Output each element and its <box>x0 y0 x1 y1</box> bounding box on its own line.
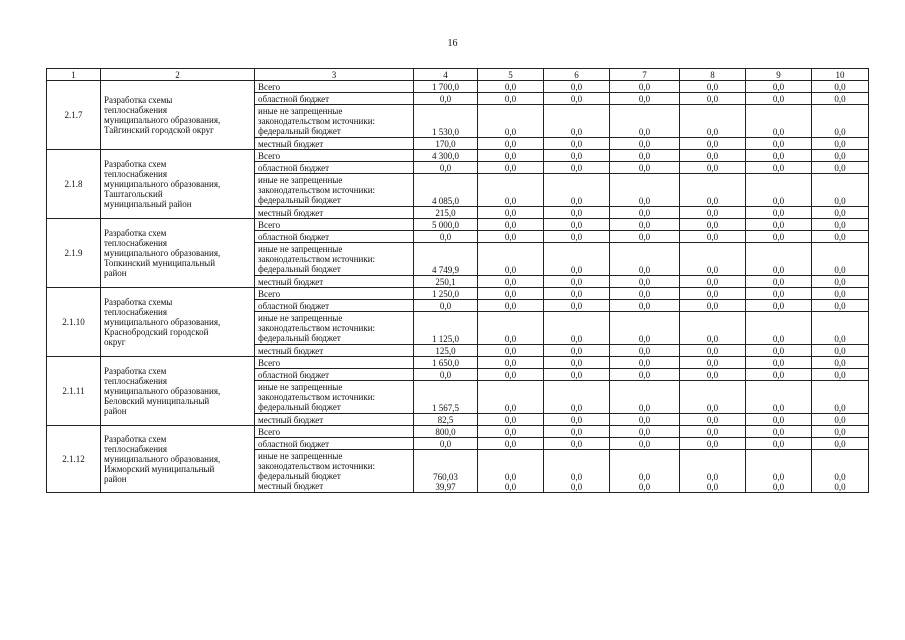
amount-cell: 0,0 <box>812 138 869 150</box>
item-name-line: муниципального образования, <box>104 317 221 327</box>
item-name-line: Разработка схем <box>104 228 167 238</box>
funding-source-line: иные не запрещенные <box>258 451 343 461</box>
amount-cell: 0,0 <box>544 345 610 357</box>
item-name <box>101 219 255 288</box>
amount-cell: 0,0 <box>680 345 746 357</box>
amount-cell: 0,0 <box>746 357 812 369</box>
funding-source-line: местный бюджет <box>258 276 324 287</box>
column-number: 7 <box>610 69 680 81</box>
amount-cell: 0,0 <box>544 276 610 288</box>
amount-cell: 1 650,0 <box>414 357 478 369</box>
amount-cell: 0,0 <box>746 207 812 219</box>
funding-source-line: иные не запрещенные <box>258 313 343 323</box>
amount-cell: 0,0 <box>746 276 812 288</box>
amount-cell: 0,0 <box>680 312 746 345</box>
amount-cell: 5 000,0 <box>414 219 478 231</box>
item-name-line: муниципального образования, <box>104 386 221 396</box>
funding-source-line: Всего <box>258 219 281 230</box>
amount-cell: 0,0 <box>812 381 869 414</box>
funding-source <box>255 357 414 369</box>
item-name <box>101 288 255 357</box>
column-number: 6 <box>544 69 610 81</box>
amount-cell: 0,0 <box>746 300 812 312</box>
item-name-line: район <box>104 474 127 484</box>
funding-source-line: областной бюджет <box>258 438 330 449</box>
amount-cell: 0,0 <box>478 219 544 231</box>
funding-source <box>255 414 414 426</box>
funding-source <box>255 381 414 414</box>
amount-cell: 0,0 <box>610 345 680 357</box>
funding-source <box>255 150 414 162</box>
amount-cell: 760,03 39,97 <box>414 450 478 493</box>
item-code: 2.1.8 <box>47 150 101 219</box>
amount-cell: 1 567,5 <box>414 381 478 414</box>
item-name-line: муниципального образования, <box>104 115 221 125</box>
funding-source-line: местный бюджет <box>258 414 324 425</box>
column-number: 8 <box>680 69 746 81</box>
funding-source-line: областной бюджет <box>258 231 330 242</box>
amount-cell: 0,0 <box>812 150 869 162</box>
amount-cell: 0,0 <box>812 312 869 345</box>
amount-cell: 0,0 <box>746 438 812 450</box>
funding-source <box>255 369 414 381</box>
amount-cell: 0,0 <box>610 219 680 231</box>
amount-cell: 0,0 <box>812 276 869 288</box>
amount-cell: 0,0 <box>478 150 544 162</box>
table-row <box>47 357 869 369</box>
item-name-line: муниципального образования, <box>104 454 221 464</box>
amount-cell: 0,0 <box>478 231 544 243</box>
amount-cell: 0,0 <box>746 243 812 276</box>
funding-source-line: законодательством источники: <box>258 461 376 471</box>
amount-cell: 0,0 <box>812 345 869 357</box>
item-code: 2.1.7 <box>47 81 101 150</box>
amount-cell: 0,0 <box>812 105 869 138</box>
amount-cell: 0,0 <box>478 381 544 414</box>
table-row <box>47 219 869 231</box>
funding-source <box>255 450 414 493</box>
amount-cell: 0,0 <box>414 162 478 174</box>
amount-cell: 0,0 <box>812 243 869 276</box>
amount-cell: 0,0 <box>610 207 680 219</box>
amount-cell: 0,0 <box>812 162 869 174</box>
item-code: 2.1.10 <box>47 288 101 357</box>
funding-source-line: законодательством источники: <box>258 254 376 264</box>
item-name-line: Разработка схемы <box>104 95 173 105</box>
column-number-row <box>47 69 869 81</box>
amount-cell: 0,0 <box>812 93 869 105</box>
item-name-line: Топкинский муниципальный <box>104 258 216 268</box>
amount-cell: 0,0 <box>478 438 544 450</box>
amount-cell: 0,0 <box>610 105 680 138</box>
amount-cell: 0,0 <box>610 426 680 438</box>
amount-cell: 0,0 <box>746 150 812 162</box>
item-name-line: муниципального образования, <box>104 179 221 189</box>
amount-cell: 0,0 <box>544 93 610 105</box>
funding-source <box>255 276 414 288</box>
amount-cell: 0,0 0,0 <box>610 450 680 493</box>
item-name-line: Краснобродский городской <box>104 327 209 337</box>
item-name <box>101 357 255 426</box>
funding-source-line: Всего <box>258 81 281 92</box>
funding-source-line: федеральный бюджет <box>258 264 341 274</box>
amount-cell: 0,0 <box>746 174 812 207</box>
amount-cell: 0,0 <box>544 162 610 174</box>
amount-cell: 0,0 <box>680 300 746 312</box>
funding-source-line: местный бюджет <box>258 207 324 218</box>
item-name-line: Беловский муниципальный <box>104 396 210 406</box>
amount-cell: 0,0 <box>544 414 610 426</box>
amount-cell: 0,0 <box>610 369 680 381</box>
amount-cell: 1 530,0 <box>414 105 478 138</box>
amount-cell: 0,0 <box>610 414 680 426</box>
amount-cell: 0,0 <box>680 162 746 174</box>
amount-cell: 0,0 <box>680 426 746 438</box>
funding-source <box>255 231 414 243</box>
amount-cell: 0,0 <box>680 357 746 369</box>
amount-cell: 0,0 <box>478 345 544 357</box>
amount-cell: 0,0 <box>478 300 544 312</box>
item-name-line: район <box>104 268 127 278</box>
amount-cell: 0,0 <box>746 219 812 231</box>
amount-cell: 170,0 <box>414 138 478 150</box>
funding-source-line: законодательством источники: <box>258 185 376 195</box>
amount-cell: 0,0 <box>478 312 544 345</box>
amount-cell: 0,0 <box>610 381 680 414</box>
amount-cell: 0,0 <box>414 300 478 312</box>
amount-cell: 0,0 <box>746 288 812 300</box>
amount-cell: 1 700,0 <box>414 81 478 93</box>
amount-cell: 0,0 <box>544 219 610 231</box>
amount-cell: 0,0 <box>746 426 812 438</box>
amount-cell: 0,0 <box>680 369 746 381</box>
item-name-line: теплоснабжения <box>104 307 167 317</box>
amount-cell: 0,0 <box>746 162 812 174</box>
item-name-line: теплоснабжения <box>104 238 167 248</box>
funding-source <box>255 207 414 219</box>
amount-cell: 0,0 <box>680 381 746 414</box>
amount-cell: 0,0 <box>414 93 478 105</box>
amount-cell: 0,0 <box>812 174 869 207</box>
amount-cell: 0,0 <box>610 93 680 105</box>
item-name-line: муниципального образования, <box>104 248 221 258</box>
amount-cell: 0,0 <box>680 288 746 300</box>
funding-source-line: федеральный бюджет <box>258 195 341 205</box>
amount-cell: 0,0 <box>746 231 812 243</box>
table-row <box>47 150 869 162</box>
amount-cell: 0,0 <box>544 357 610 369</box>
amount-cell: 0,0 <box>544 105 610 138</box>
amount-cell: 1 125,0 <box>414 312 478 345</box>
funding-source <box>255 81 414 93</box>
amount-cell: 0,0 <box>610 288 680 300</box>
amount-cell: 0,0 <box>610 138 680 150</box>
amount-cell: 0,0 0,0 <box>544 450 610 493</box>
funding-source-line: Всего <box>258 426 281 437</box>
amount-cell: 0,0 <box>680 150 746 162</box>
item-name <box>101 150 255 219</box>
amount-cell: 0,0 <box>812 288 869 300</box>
amount-cell: 0,0 <box>478 426 544 438</box>
amount-cell: 0,0 <box>610 312 680 345</box>
amount-cell: 0,0 <box>478 207 544 219</box>
amount-cell: 82,5 <box>414 414 478 426</box>
amount-cell: 0,0 <box>746 312 812 345</box>
amount-cell: 0,0 <box>478 357 544 369</box>
amount-cell: 0,0 <box>544 243 610 276</box>
amount-cell: 0,0 <box>746 369 812 381</box>
funding-source-line: Всего <box>258 288 281 299</box>
amount-cell: 0,0 <box>478 105 544 138</box>
item-name-line: теплоснабжения <box>104 169 167 179</box>
item-code: 2.1.12 <box>47 426 101 493</box>
amount-cell: 0,0 <box>680 438 746 450</box>
funding-source-line: Всего <box>258 150 281 161</box>
amount-cell: 0,0 <box>610 174 680 207</box>
amount-cell: 0,0 <box>544 231 610 243</box>
amount-cell: 0,0 <box>478 276 544 288</box>
amount-cell: 0,0 <box>610 150 680 162</box>
funding-source-line: федеральный бюджет <box>258 471 341 481</box>
amount-cell: 0,0 <box>414 231 478 243</box>
item-name-line: теплоснабжения <box>104 444 167 454</box>
funding-source-line: местный бюджет <box>258 481 324 491</box>
amount-cell: 0,0 <box>812 414 869 426</box>
funding-source-line: областной бюджет <box>258 162 330 173</box>
amount-cell: 0,0 <box>544 426 610 438</box>
amount-cell: 0,0 <box>544 369 610 381</box>
amount-cell: 0,0 <box>812 219 869 231</box>
funding-source-line: законодательством источники: <box>258 116 376 126</box>
item-name-line: Ижморский муниципальный <box>104 464 215 474</box>
amount-cell: 0,0 <box>746 414 812 426</box>
amount-cell: 0,0 <box>610 357 680 369</box>
funding-source <box>255 93 414 105</box>
amount-cell: 0,0 <box>746 381 812 414</box>
amount-cell: 0,0 <box>610 162 680 174</box>
amount-cell: 0,0 <box>544 150 610 162</box>
funding-source <box>255 243 414 276</box>
amount-cell: 0,0 <box>812 426 869 438</box>
amount-cell: 0,0 <box>478 81 544 93</box>
amount-cell: 0,0 <box>680 231 746 243</box>
amount-cell: 125,0 <box>414 345 478 357</box>
amount-cell: 0,0 <box>478 138 544 150</box>
funding-source <box>255 105 414 138</box>
amount-cell: 0,0 <box>544 300 610 312</box>
amount-cell: 0,0 <box>680 138 746 150</box>
table-row <box>47 426 869 438</box>
column-number: 10 <box>812 69 869 81</box>
amount-cell: 0,0 0,0 <box>746 450 812 493</box>
column-number: 9 <box>746 69 812 81</box>
amount-cell: 0,0 <box>746 105 812 138</box>
amount-cell: 0,0 <box>812 300 869 312</box>
funding-source-line: иные не запрещенные <box>258 106 343 116</box>
amount-cell: 0,0 <box>680 243 746 276</box>
amount-cell: 0,0 <box>610 438 680 450</box>
amount-cell: 0,0 <box>544 288 610 300</box>
amount-cell: 0,0 <box>414 438 478 450</box>
amount-cell: 0,0 <box>544 81 610 93</box>
amount-cell: 0,0 <box>478 288 544 300</box>
amount-cell: 250,1 <box>414 276 478 288</box>
amount-cell: 4 749,9 <box>414 243 478 276</box>
funding-source <box>255 162 414 174</box>
amount-cell: 0,0 <box>746 93 812 105</box>
amount-cell: 4 300,0 <box>414 150 478 162</box>
amount-cell: 0,0 <box>680 93 746 105</box>
amount-cell: 0,0 <box>680 414 746 426</box>
funding-source <box>255 426 414 438</box>
amount-cell: 800,0 <box>414 426 478 438</box>
item-name-line: Таштагольский <box>104 189 163 199</box>
amount-cell: 0,0 <box>812 81 869 93</box>
item-name-line: Разработка схем <box>104 366 167 376</box>
column-number: 5 <box>478 69 544 81</box>
amount-cell: 0,0 <box>544 207 610 219</box>
funding-source <box>255 174 414 207</box>
amount-cell: 0,0 <box>478 174 544 207</box>
amount-cell: 0,0 <box>478 162 544 174</box>
table-row <box>47 288 869 300</box>
column-number: 3 <box>255 69 414 81</box>
item-code: 2.1.11 <box>47 357 101 426</box>
amount-cell: 0,0 <box>478 243 544 276</box>
item-name-line: Тайгинский городской округ <box>104 125 214 135</box>
amount-cell: 0,0 <box>610 276 680 288</box>
amount-cell: 0,0 0,0 <box>680 450 746 493</box>
amount-cell: 0,0 <box>680 207 746 219</box>
budget-table <box>46 68 869 493</box>
funding-source-line: местный бюджет <box>258 138 324 149</box>
funding-source-line: областной бюджет <box>258 300 330 311</box>
funding-source <box>255 219 414 231</box>
funding-source-line: законодательством источники: <box>258 323 376 333</box>
item-name-line: Разработка схем <box>104 434 167 444</box>
amount-cell: 1 250,0 <box>414 288 478 300</box>
funding-source <box>255 300 414 312</box>
amount-cell: 0,0 0,0 <box>478 450 544 493</box>
amount-cell: 0,0 <box>680 81 746 93</box>
amount-cell: 0,0 <box>478 369 544 381</box>
amount-cell: 0,0 <box>812 207 869 219</box>
amount-cell: 4 085,0 <box>414 174 478 207</box>
column-number: 4 <box>414 69 478 81</box>
amount-cell: 0,0 <box>812 438 869 450</box>
page-number: 16 <box>447 38 458 49</box>
funding-source-line: федеральный бюджет <box>258 402 341 412</box>
amount-cell: 0,0 <box>544 438 610 450</box>
amount-cell: 0,0 <box>680 219 746 231</box>
item-name-line: округ <box>104 337 126 347</box>
funding-source-line: иные не запрещенные <box>258 175 343 185</box>
funding-source-line: федеральный бюджет <box>258 126 341 136</box>
funding-source-line: областной бюджет <box>258 369 330 380</box>
amount-cell: 215,0 <box>414 207 478 219</box>
funding-source-line: иные не запрещенные <box>258 382 343 392</box>
amount-cell: 0,0 <box>544 174 610 207</box>
item-name <box>101 426 255 493</box>
amount-cell: 0,0 <box>610 243 680 276</box>
amount-cell: 0,0 <box>478 93 544 105</box>
item-name-line: теплоснабжения <box>104 376 167 386</box>
funding-source-line: местный бюджет <box>258 345 324 356</box>
item-name-line: муниципальный район <box>104 199 192 209</box>
funding-source-line: иные не запрещенные <box>258 244 343 254</box>
column-number: 2 <box>101 69 255 81</box>
amount-cell: 0,0 <box>812 369 869 381</box>
amount-cell: 0,0 0,0 <box>812 450 869 493</box>
amount-cell: 0,0 <box>414 369 478 381</box>
table-row <box>47 81 869 93</box>
amount-cell: 0,0 <box>544 138 610 150</box>
amount-cell: 0,0 <box>680 276 746 288</box>
amount-cell: 0,0 <box>610 81 680 93</box>
funding-source-line: законодательством источники: <box>258 392 376 402</box>
amount-cell: 0,0 <box>478 414 544 426</box>
amount-cell: 0,0 <box>610 231 680 243</box>
item-name-line: Разработка схемы <box>104 297 173 307</box>
amount-cell: 0,0 <box>746 81 812 93</box>
funding-source <box>255 438 414 450</box>
amount-cell: 0,0 <box>680 105 746 138</box>
amount-cell: 0,0 <box>680 174 746 207</box>
funding-source-line: областной бюджет <box>258 93 330 104</box>
item-name <box>101 81 255 150</box>
amount-cell: 0,0 <box>544 312 610 345</box>
item-name-line: теплоснабжения <box>104 105 167 115</box>
item-name-line: Разработка схем <box>104 159 167 169</box>
amount-cell: 0,0 <box>610 300 680 312</box>
amount-cell: 0,0 <box>746 345 812 357</box>
funding-source <box>255 345 414 357</box>
funding-source <box>255 138 414 150</box>
amount-cell: 0,0 <box>544 381 610 414</box>
amount-cell: 0,0 <box>812 357 869 369</box>
column-number: 1 <box>47 69 101 81</box>
funding-source <box>255 288 414 300</box>
funding-source <box>255 312 414 345</box>
amount-cell: 0,0 <box>812 231 869 243</box>
funding-source-line: Всего <box>258 357 281 368</box>
amount-cell: 0,0 <box>746 138 812 150</box>
funding-source-line: федеральный бюджет <box>258 333 341 343</box>
item-name-line: район <box>104 406 127 416</box>
item-code: 2.1.9 <box>47 219 101 288</box>
